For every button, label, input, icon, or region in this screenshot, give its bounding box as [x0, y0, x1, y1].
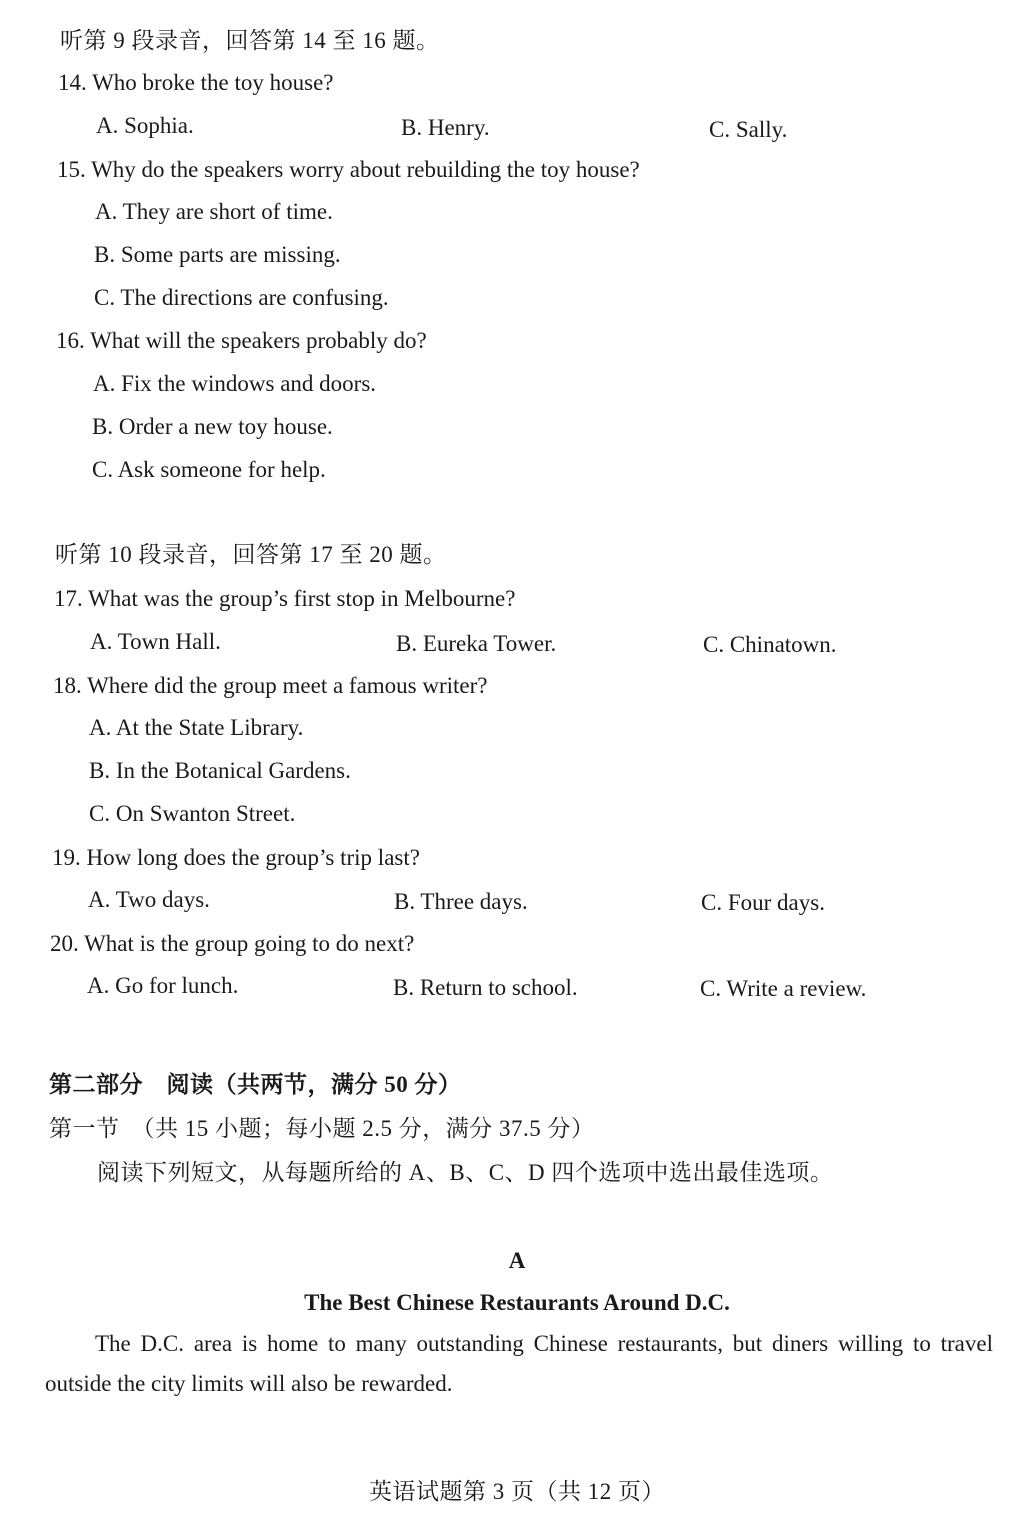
part-2-instruction: 阅读下列短文，从每题所给的 A、B、C、D 四个选项中选出最佳选项。	[97, 1160, 834, 1185]
question-17-option-c: C. Chinatown.	[703, 632, 837, 657]
question-16-option-a: A. Fix the windows and doors.	[93, 371, 377, 396]
question-18-stem: 18. Where did the group meet a famous writer?	[53, 673, 488, 698]
question-15-option-b: B. Some parts are missing.	[94, 242, 341, 267]
question-17-option-a: A. Town Hall.	[90, 629, 221, 654]
question-20-option-a: A. Go for lunch.	[87, 973, 239, 998]
passage-paragraph	[45, 1324, 993, 1404]
question-18-option-c: C. On Swanton Street.	[89, 801, 296, 826]
question-19-option-a: A. Two days.	[88, 887, 210, 912]
question-17-option-b: B. Eureka Tower.	[396, 631, 557, 656]
question-20-stem: 20. What is the group going to do next?	[50, 931, 415, 956]
question-16-option-c: C. Ask someone for help.	[92, 457, 326, 482]
paragraph-text: The D.C. area is home to many outstanding Chinese restaurants, but diners willing to travel outside the city limits will also be rewarded.	[45, 1331, 993, 1396]
question-14-option-a: A. Sophia.	[96, 113, 194, 138]
part-2-heading: 第二部分 阅读（共两节，满分 50 分）	[49, 1072, 462, 1097]
section-10-instruction: 听第 10 段录音，回答第 17 至 20 题。	[55, 542, 447, 567]
part-2-subheading: 第一节 （共 15 小题；每小题 2.5 分，满分 37.5 分）	[49, 1116, 595, 1141]
question-20-option-c: C. Write a review.	[700, 976, 867, 1001]
question-14-option-c: C. Sally.	[709, 117, 788, 142]
passage-title: The Best Chinese Restaurants Around D.C.	[304, 1290, 730, 1315]
question-18-option-a: A. At the State Library.	[89, 715, 304, 740]
question-17-stem: 17. What was the group’s first stop in Melbourne?	[54, 586, 516, 611]
question-15-stem: 15. Why do the speakers worry about rebuilding the toy house?	[57, 157, 640, 182]
question-20-option-b: B. Return to school.	[393, 975, 578, 1000]
question-15-option-a: A. They are short of time.	[95, 199, 333, 224]
question-14-option-b: B. Henry.	[401, 115, 490, 140]
section-9-instruction: 听第 9 段录音，回答第 14 至 16 题。	[60, 28, 440, 53]
question-15-option-c: C. The directions are confusing.	[94, 285, 389, 310]
question-18-option-b: B. In the Botanical Gardens.	[89, 758, 351, 783]
passage-letter: A	[508, 1248, 526, 1273]
question-19-option-b: B. Three days.	[394, 889, 528, 914]
question-16-option-b: B. Order a new toy house.	[92, 414, 333, 439]
question-16-stem: 16. What will the speakers probably do?	[56, 328, 427, 353]
question-14-stem: 14. Who broke the toy house?	[58, 70, 334, 95]
question-19-stem: 19. How long does the group’s trip last?	[52, 845, 420, 870]
question-19-option-c: C. Four days.	[701, 890, 825, 915]
page-footer: 英语试题第 3 页（共 12 页）	[369, 1479, 665, 1504]
